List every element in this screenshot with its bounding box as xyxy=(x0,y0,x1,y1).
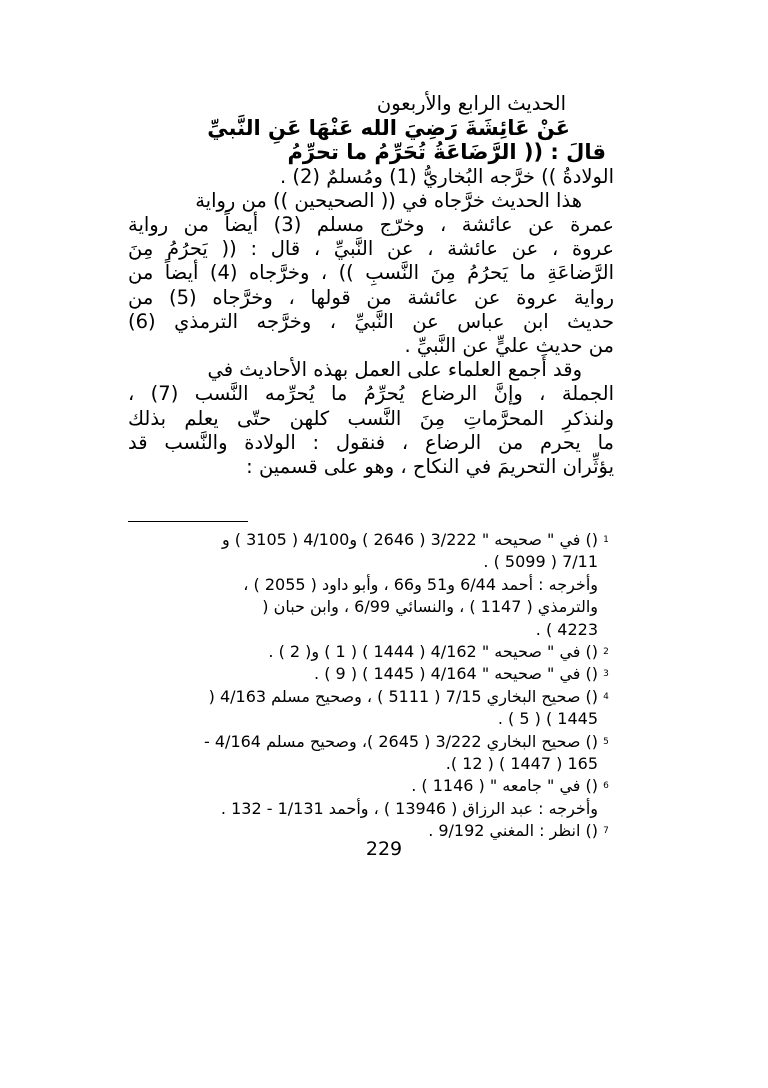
commentary-line-3: عروة ، عن عائشة ، عن النَّبيِّ ، قال : (( يَحرُمُ مِنَ xyxy=(128,237,614,261)
footnote-text: وأخرجه : عبد الرزاق ( 13946 ) ، وأحمد 1/131 - 132 . xyxy=(220,798,598,818)
footnote-text: وأخرجه : أحمد 6/44 و51 و66 ، وأبو داود ( 2055 ) ، xyxy=(243,574,598,594)
commentary-line-1: هذا الحديث خرَّجاه في (( الصحيحين )) من رواية xyxy=(195,188,582,212)
footnote-text: 7/11 ( 5099 ) . xyxy=(483,552,598,572)
commentary-line-9: الجملة ، وإنَّ الرضاع يُحرِّمُ ما يُحرِّمه النَّسب (7) ، xyxy=(128,382,614,406)
footnote-number: 1 xyxy=(603,535,609,545)
commentary-line-2: عمرة عن عائشة ، وخرّج مسلم (3) أيضاً من رواية xyxy=(128,213,615,237)
footnote-number: 5 xyxy=(603,736,609,747)
commentary-line-7: من حديثِ عليٍّ عن النَّبيِّ . xyxy=(404,334,614,358)
footnote-5 xyxy=(128,731,614,776)
footnote-text: () في " صحيحه " 4/162 ( 1444 ) ( 1 ) و( 2 ) . xyxy=(268,642,598,662)
footnote-text: 165 ( 1447 ) ( 12 ). xyxy=(445,754,598,774)
commentary-line-10: ولنذكرِ المحرَّماتِ مِنَ النَّسب كلهن حتّى يعلم بذلك xyxy=(128,406,614,430)
footnote-2 xyxy=(128,641,614,663)
footnote-text: 1445 ) ( 5 ) . xyxy=(497,709,598,729)
hadith-text-line-2: قالَ : (( الرَّضَاعَةُ تُحَرِّمُ ما تحرِّمُ xyxy=(287,140,606,165)
footnote-number: 6 xyxy=(603,781,609,792)
hadith-text-line-1: عَنْ عَائِشَةَ رَضِيَ الله عَنْهَا عَنِ النَّبيِّ xyxy=(207,116,570,141)
footnote-number: 3 xyxy=(603,669,609,680)
page-number: 229 xyxy=(365,838,403,860)
footnote-text: () في " صحيحه " 4/164 ( 1445 ) ( 9 ) . xyxy=(314,664,598,684)
footnote-text: () في " جامعه " ( 1146 ) . xyxy=(411,776,598,796)
commentary-line-12: يؤثِّران التحريمَ في النكاح ، وهو على قسمين : xyxy=(246,455,614,479)
footnote-6 xyxy=(128,775,614,820)
commentary-line-11: ما يحرم من الرضاع ، فنقول : الولادة والنَّسب قد xyxy=(128,430,614,454)
commentary-line-4: الرَّضاعَةِ ما يَحرُمُ مِنَ النَّسبِ )) ، وخرَّجاه (4) أيضاً من xyxy=(128,261,614,285)
hadith-heading: الحديث الرابع والأربعون xyxy=(376,92,566,115)
commentary-line-5: رواية عروة عن عائشة من قولها ، وخرَّجاه (5) من xyxy=(128,285,614,309)
commentary-line-8: وقد أجمع العلماء على العمل بهذه الأحاديث في xyxy=(207,358,582,382)
footnote-4 xyxy=(128,686,614,731)
footnote-text: () صحيح البخاري 3/222 ( 2645 )، وصحيح مسلم 4/164 - xyxy=(204,731,598,751)
footnote-text: () في " صحيحه " 3/222 ( 2646 ) و4/100 ( 3105 ) و xyxy=(221,530,598,549)
footnote-number: 4 xyxy=(603,691,609,702)
footnote-separator xyxy=(128,521,248,522)
footnote-text: () انظر : المغني 9/192 . xyxy=(428,821,598,841)
footnote-number: 2 xyxy=(603,647,609,658)
footnote-text: والترمذي ( 1147 ) ، والنسائي 6/99 ، وابن حبان ( xyxy=(262,597,598,617)
hadith-text-line-3: الولادةُ )) خرَّجه البُخاريُّ (1) ومُسلمٌ (2) . xyxy=(279,164,614,188)
footnote-text: 4223 ) . xyxy=(535,619,598,639)
footnote-1 xyxy=(128,529,614,641)
footnote-text: () صحيح البخاري 7/15 ( 5111 ) ، وصحيح مسلم 4/163 ( xyxy=(208,686,598,706)
footnote-3 xyxy=(128,663,614,685)
footnotes xyxy=(128,529,614,843)
main-text xyxy=(128,92,614,479)
footnote-number: 7 xyxy=(603,826,609,837)
commentary-line-6: حديث ابن عباس عن النَّبيِّ ، وخرَّجه الترمذي (6) xyxy=(128,309,614,333)
